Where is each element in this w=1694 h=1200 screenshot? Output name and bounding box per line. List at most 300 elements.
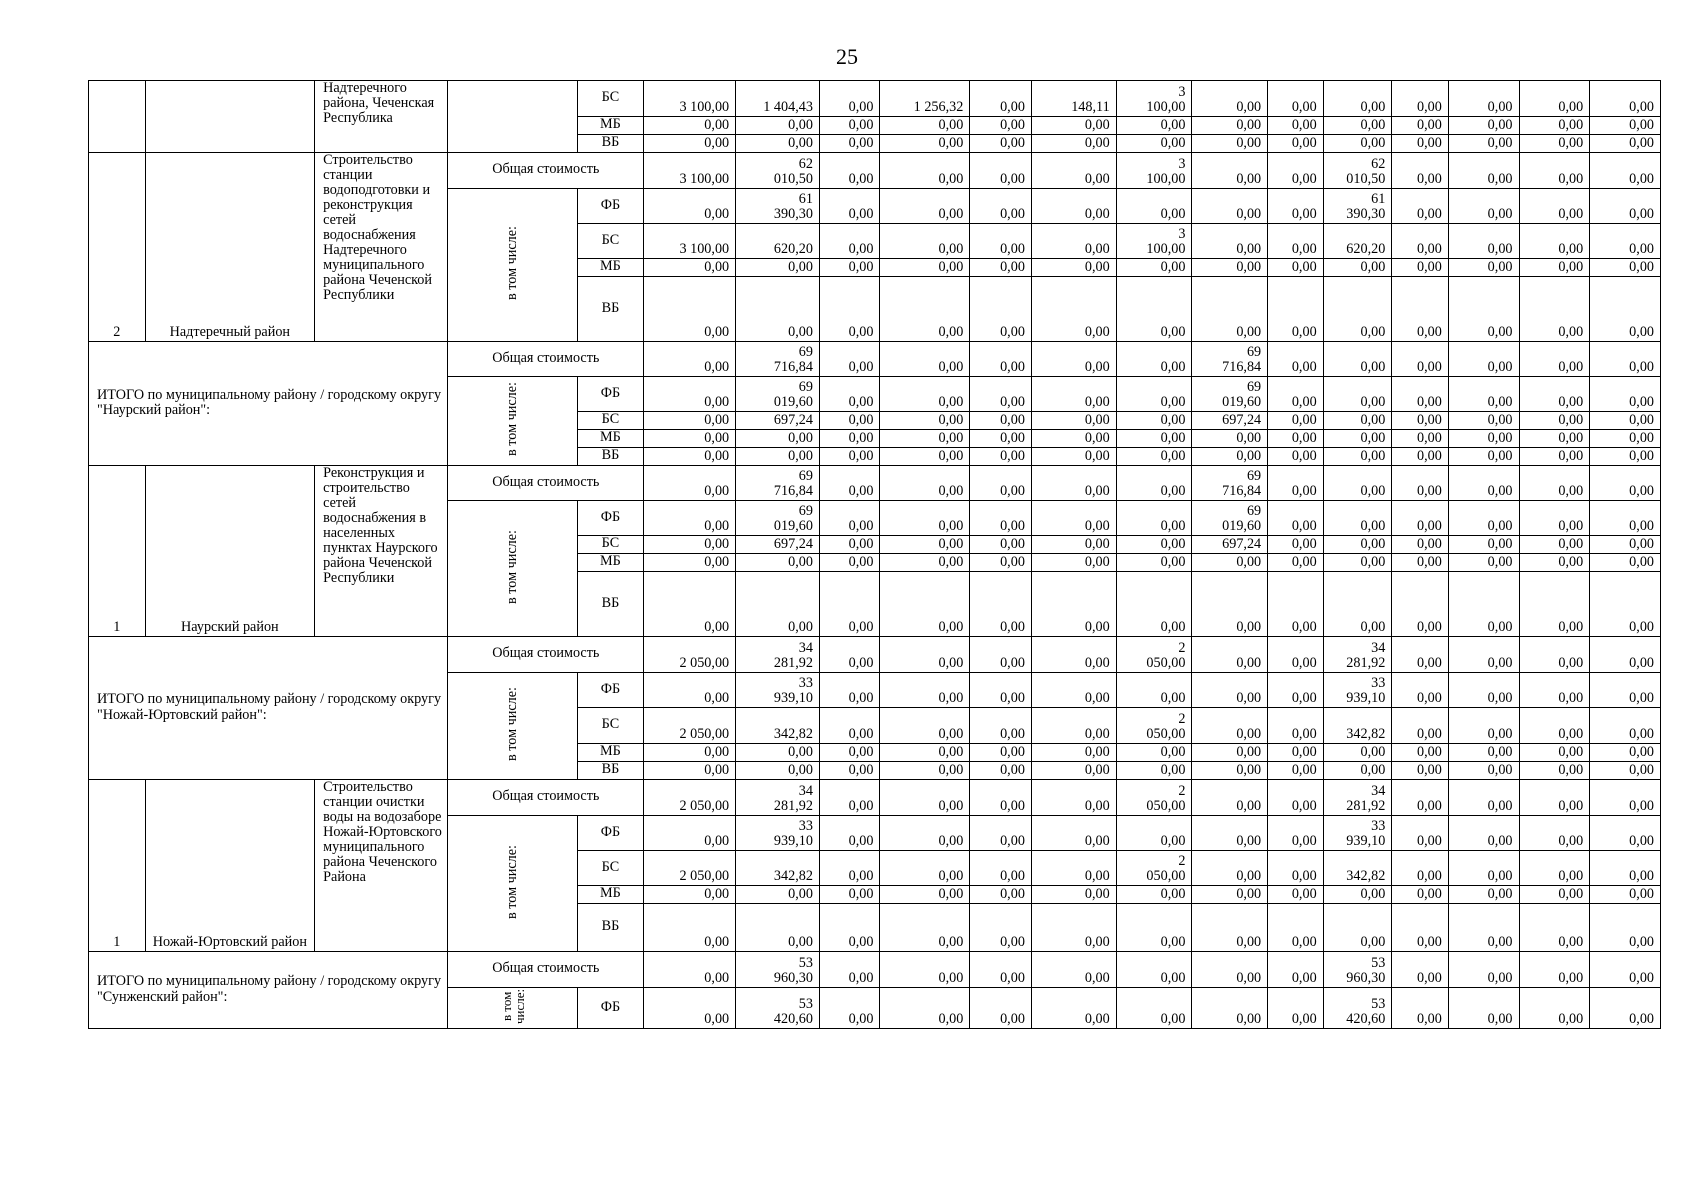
value-cell: 0,00 [1116,673,1192,708]
value-cell: 0,00 [1448,886,1519,904]
value-cell: 0,00 [1448,412,1519,430]
value-cell: 0,00 [1590,708,1661,744]
budget-table [88,80,1661,1029]
value-cell: 0,00 [1519,117,1590,135]
in-total-text: в том числе: [498,988,527,1024]
value-cell: 0,00 [1268,501,1324,536]
object-name-cell: Строительство станции водоподготовки и реконструкция сетей водоснабжения Надтеречного муниципального района Чеченской Республики [315,153,448,342]
value-cell: 0,00 [1268,816,1324,851]
funding-source-cell: ФБ [577,673,644,708]
value-cell: 0,00 [736,448,820,466]
value-cell: 0,00 [1192,572,1268,637]
funding-source-cell: ФБ [577,377,644,412]
value-cell: 0,00 [1268,135,1324,153]
funding-source-cell: МБ [577,886,644,904]
value-cell: 0,00 [970,277,1032,342]
value-cell: 69 019,60 [1192,377,1268,412]
value-cell: 1 404,43 [736,81,820,117]
value-cell: 0,00 [1590,637,1661,673]
value-cell: 0,00 [880,816,970,851]
value-cell: 0,00 [1392,224,1449,259]
value-cell: 2 050,00 [1116,637,1192,673]
value-cell: 0,00 [819,952,880,988]
value-cell: 0,00 [1116,377,1192,412]
value-cell: 0,00 [880,536,970,554]
value-cell: 0,00 [1031,430,1116,448]
value-cell: 34 281,92 [736,637,820,673]
value-cell: 0,00 [1392,572,1449,637]
value-cell: 0,00 [1192,277,1268,342]
value-cell: 0,00 [819,816,880,851]
funding-source-cell: ВБ [577,277,644,342]
value-cell: 0,00 [880,744,970,762]
value-cell: 0,00 [1116,189,1192,224]
value-cell: 0,00 [1116,762,1192,780]
value-cell: 0,00 [880,412,970,430]
value-cell: 0,00 [880,189,970,224]
value-cell: 0,00 [1519,153,1590,189]
value-cell: 0,00 [819,851,880,886]
value-cell: 0,00 [1519,277,1590,342]
value-cell: 0,00 [1519,466,1590,501]
value-cell: 0,00 [1268,904,1324,952]
value-cell: 0,00 [1116,412,1192,430]
value-cell: 342,82 [736,708,820,744]
value-cell: 0,00 [880,886,970,904]
funding-source-cell: ВБ [577,904,644,952]
value-cell: 0,00 [880,277,970,342]
value-cell: 2 050,00 [644,708,736,744]
value-cell: 0,00 [970,673,1032,708]
value-cell: 0,00 [1448,744,1519,762]
value-cell: 0,00 [970,135,1032,153]
value-cell: 0,00 [1519,430,1590,448]
in-total-vertical-label [448,816,577,952]
value-cell: 620,20 [736,224,820,259]
value-cell: 0,00 [819,762,880,780]
funding-source-cell: ВБ [577,762,644,780]
value-cell: 0,00 [1519,744,1590,762]
funding-source-cell: МБ [577,117,644,135]
in-total-text: в том числе: [503,382,520,456]
value-cell: 697,24 [736,536,820,554]
value-cell: 0,00 [970,554,1032,572]
value-cell: 0,00 [970,189,1032,224]
value-cell: 0,00 [819,224,880,259]
value-cell: 0,00 [1448,851,1519,886]
value-cell: 0,00 [1031,377,1116,412]
value-cell: 0,00 [1323,277,1392,342]
value-cell: 0,00 [880,988,970,1029]
value-cell: 0,00 [1519,377,1590,412]
value-cell: 0,00 [1116,988,1192,1029]
value-cell: 0,00 [1392,189,1449,224]
value-cell: 1 256,32 [880,81,970,117]
value-cell: 33 939,10 [1323,816,1392,851]
value-cell: 0,00 [644,342,736,377]
value-cell: 0,00 [1268,377,1324,412]
value-cell: 0,00 [819,780,880,816]
value-cell: 0,00 [1192,762,1268,780]
value-cell: 0,00 [1031,536,1116,554]
value-cell: 0,00 [1519,851,1590,886]
value-cell: 0,00 [1519,501,1590,536]
value-cell: 0,00 [1448,554,1519,572]
value-cell: 0,00 [819,81,880,117]
value-cell: 0,00 [1448,762,1519,780]
object-name-cell: Строительство станции очистки воды на водозаборе Ножай-Юртовского муниципального района Чеченского Района [315,780,448,952]
value-cell: 0,00 [1268,952,1324,988]
value-cell: 0,00 [1116,448,1192,466]
value-cell: 0,00 [1031,886,1116,904]
value-cell: 0,00 [1448,224,1519,259]
value-cell: 0,00 [736,762,820,780]
value-cell: 0,00 [1031,762,1116,780]
value-cell: 0,00 [880,135,970,153]
value-cell: 0,00 [1448,501,1519,536]
value-cell: 0,00 [1448,448,1519,466]
value-cell: 0,00 [1392,117,1449,135]
itogo-label-cell: ИТОГО по муниципальному району / городскому округу "Сунженский район": [89,952,448,1029]
value-cell: 0,00 [1590,224,1661,259]
value-cell: 0,00 [880,377,970,412]
value-cell: 0,00 [1448,673,1519,708]
value-cell: 0,00 [1323,412,1392,430]
total-cost-label: Общая стоимость [448,952,644,988]
value-cell: 0,00 [1392,816,1449,851]
value-cell: 0,00 [644,886,736,904]
value-cell: 0,00 [1590,762,1661,780]
value-cell: 0,00 [644,412,736,430]
value-cell: 0,00 [1192,780,1268,816]
value-cell: 0,00 [1519,412,1590,430]
value-cell: 0,00 [880,466,970,501]
value-cell: 0,00 [819,342,880,377]
value-cell: 0,00 [1590,501,1661,536]
value-cell: 0,00 [1448,135,1519,153]
value-cell: 3 100,00 [644,224,736,259]
value-cell: 0,00 [1192,189,1268,224]
in-total-text: в том числе: [503,226,520,300]
value-cell: 0,00 [1268,988,1324,1029]
value-cell: 0,00 [1448,780,1519,816]
value-cell: 0,00 [1448,377,1519,412]
value-cell: 0,00 [1031,988,1116,1029]
value-cell: 0,00 [1268,430,1324,448]
value-cell: 0,00 [1031,135,1116,153]
value-cell: 0,00 [1192,637,1268,673]
value-cell: 0,00 [644,117,736,135]
value-cell: 0,00 [1590,816,1661,851]
value-cell: 0,00 [880,259,970,277]
value-cell: 0,00 [1031,259,1116,277]
value-cell: 0,00 [1192,816,1268,851]
value-cell: 0,00 [644,572,736,637]
value-cell: 0,00 [1519,780,1590,816]
value-cell: 0,00 [1192,744,1268,762]
value-cell: 0,00 [1519,952,1590,988]
value-cell: 0,00 [1031,412,1116,430]
value-cell: 0,00 [1392,81,1449,117]
value-cell: 0,00 [1031,708,1116,744]
value-cell: 0,00 [1031,153,1116,189]
in-total-vertical-label [448,673,577,780]
value-cell: 0,00 [1116,135,1192,153]
value-cell: 0,00 [1392,377,1449,412]
value-cell: 0,00 [1590,466,1661,501]
value-cell: 0,00 [1519,673,1590,708]
value-cell: 0,00 [970,224,1032,259]
value-cell: 0,00 [880,153,970,189]
value-cell: 0,00 [1268,224,1324,259]
value-cell: 0,00 [880,501,970,536]
value-cell: 0,00 [1392,708,1449,744]
value-cell: 0,00 [1590,851,1661,886]
value-cell: 0,00 [644,988,736,1029]
value-cell: 0,00 [1448,536,1519,554]
funding-source-cell: БС [577,412,644,430]
value-cell: 0,00 [819,904,880,952]
itogo-label-cell: ИТОГО по муниципальному району / городскому округу "Наурский район": [89,342,448,466]
value-cell: 0,00 [970,377,1032,412]
value-cell: 0,00 [1192,430,1268,448]
value-cell: 0,00 [1448,988,1519,1029]
in-total-text: в том числе: [503,844,520,919]
value-cell: 0,00 [1590,904,1661,952]
value-cell: 2 050,00 [1116,708,1192,744]
value-cell: 0,00 [1323,554,1392,572]
table-row [89,637,1661,673]
value-cell: 0,00 [736,277,820,342]
funding-source-cell: МБ [577,430,644,448]
value-cell: 0,00 [1392,554,1449,572]
value-cell: 0,00 [819,430,880,448]
value-cell: 0,00 [1323,342,1392,377]
value-cell: 0,00 [1323,536,1392,554]
value-cell: 0,00 [819,412,880,430]
value-cell: 0,00 [1323,259,1392,277]
value-cell: 0,00 [1519,554,1590,572]
object-name-cell: Надтеречного района, Чеченская Республика [315,81,448,153]
value-cell: 0,00 [736,554,820,572]
value-cell: 34 281,92 [1323,780,1392,816]
value-cell: 0,00 [1192,224,1268,259]
value-cell: 0,00 [644,762,736,780]
value-cell: 0,00 [644,744,736,762]
value-cell: 0,00 [1448,277,1519,342]
row-number-cell: 1 [89,466,146,637]
value-cell: 0,00 [644,259,736,277]
value-cell: 0,00 [1448,466,1519,501]
value-cell: 0,00 [1590,886,1661,904]
value-cell: 0,00 [1116,430,1192,448]
value-cell: 0,00 [880,572,970,637]
value-cell: 0,00 [1031,189,1116,224]
value-cell: 0,00 [1268,342,1324,377]
value-cell: 0,00 [1031,554,1116,572]
value-cell: 0,00 [1192,952,1268,988]
value-cell: 0,00 [1392,277,1449,342]
value-cell: 0,00 [970,153,1032,189]
value-cell: 0,00 [1031,780,1116,816]
value-cell: 0,00 [880,117,970,135]
value-cell: 0,00 [1448,904,1519,952]
value-cell: 0,00 [1268,189,1324,224]
value-cell: 33 939,10 [1323,673,1392,708]
value-cell: 3 100,00 [644,153,736,189]
value-cell: 0,00 [1116,904,1192,952]
value-cell: 0,00 [1268,466,1324,501]
value-cell: 61 390,30 [1323,189,1392,224]
funding-source-cell: ВБ [577,135,644,153]
value-cell: 0,00 [819,153,880,189]
value-cell: 0,00 [1392,501,1449,536]
value-cell: 0,00 [1268,780,1324,816]
value-cell: 0,00 [970,637,1032,673]
total-cost-label: Общая стоимость [448,342,644,377]
value-cell: 0,00 [644,952,736,988]
value-cell: 0,00 [644,501,736,536]
value-cell: 0,00 [819,377,880,412]
value-cell: 0,00 [1192,708,1268,744]
value-cell: 0,00 [644,448,736,466]
value-cell: 0,00 [1392,904,1449,952]
row-number-cell: 1 [89,780,146,952]
value-cell: 0,00 [1268,708,1324,744]
value-cell: 0,00 [1268,637,1324,673]
value-cell: 0,00 [1116,572,1192,637]
value-cell: 0,00 [1031,744,1116,762]
value-cell: 0,00 [970,412,1032,430]
value-cell: 148,11 [1031,81,1116,117]
value-cell: 0,00 [1392,536,1449,554]
value-cell: 0,00 [1392,430,1449,448]
value-cell: 0,00 [1192,448,1268,466]
value-cell: 34 281,92 [1323,637,1392,673]
value-cell: 0,00 [880,952,970,988]
value-cell: 0,00 [970,816,1032,851]
value-cell: 34 281,92 [736,780,820,816]
value-cell: 0,00 [1323,448,1392,466]
value-cell: 0,00 [1323,135,1392,153]
value-cell: 0,00 [1590,342,1661,377]
table-body [89,81,1661,1029]
value-cell: 0,00 [1590,536,1661,554]
in-total-vertical-label [448,377,577,466]
value-cell: 0,00 [1392,259,1449,277]
value-cell: 0,00 [644,904,736,952]
value-cell: 2 050,00 [644,637,736,673]
value-cell: 0,00 [1448,708,1519,744]
value-cell: 0,00 [1590,117,1661,135]
value-cell: 0,00 [819,277,880,342]
object-name-cell: Реконструкция и строительство сетей водоснабжения в населенных пунктах Наурского района Чеченской Республики [315,466,448,637]
cost-type-cell [448,81,577,153]
funding-source-cell: ВБ [577,448,644,466]
total-cost-label: Общая стоимость [448,153,644,189]
in-total-vertical-label [448,189,577,342]
value-cell: 0,00 [644,277,736,342]
value-cell: 0,00 [1519,708,1590,744]
value-cell: 0,00 [1448,572,1519,637]
funding-source-cell: БС [577,708,644,744]
value-cell: 0,00 [970,342,1032,377]
value-cell: 0,00 [819,117,880,135]
value-cell: 0,00 [970,81,1032,117]
value-cell: 0,00 [970,886,1032,904]
value-cell: 0,00 [1323,466,1392,501]
value-cell: 0,00 [1031,117,1116,135]
value-cell: 0,00 [1448,816,1519,851]
value-cell: 3 100,00 [1116,224,1192,259]
value-cell: 0,00 [736,886,820,904]
value-cell: 0,00 [1392,153,1449,189]
value-cell: 0,00 [1031,572,1116,637]
value-cell: 0,00 [736,430,820,448]
value-cell: 0,00 [880,708,970,744]
value-cell: 0,00 [1192,886,1268,904]
value-cell: 0,00 [819,708,880,744]
value-cell: 0,00 [1116,886,1192,904]
value-cell: 0,00 [1323,886,1392,904]
value-cell: 0,00 [1590,952,1661,988]
value-cell: 69 716,84 [736,342,820,377]
value-cell: 0,00 [1116,816,1192,851]
value-cell: 0,00 [1392,448,1449,466]
value-cell: 0,00 [1116,117,1192,135]
value-cell: 0,00 [970,117,1032,135]
value-cell: 0,00 [1392,886,1449,904]
value-cell: 0,00 [1590,988,1661,1029]
value-cell: 0,00 [819,448,880,466]
value-cell: 69 019,60 [736,377,820,412]
value-cell: 0,00 [1519,886,1590,904]
value-cell: 0,00 [736,744,820,762]
value-cell: 0,00 [1116,342,1192,377]
value-cell: 0,00 [819,554,880,572]
value-cell: 0,00 [1268,886,1324,904]
value-cell: 0,00 [1448,430,1519,448]
value-cell: 0,00 [970,466,1032,501]
value-cell: 0,00 [1031,224,1116,259]
value-cell: 53 960,30 [736,952,820,988]
value-cell: 0,00 [880,448,970,466]
value-cell: 0,00 [880,554,970,572]
value-cell: 0,00 [1116,536,1192,554]
value-cell: 0,00 [1590,135,1661,153]
value-cell: 0,00 [1323,572,1392,637]
funding-source-cell: МБ [577,744,644,762]
value-cell: 0,00 [1192,259,1268,277]
value-cell: 0,00 [1031,816,1116,851]
value-cell: 62 010,50 [736,153,820,189]
value-cell: 620,20 [1323,224,1392,259]
value-cell: 0,00 [1590,744,1661,762]
value-cell: 0,00 [1590,189,1661,224]
value-cell: 0,00 [1448,153,1519,189]
value-cell: 0,00 [1448,952,1519,988]
value-cell: 0,00 [1268,412,1324,430]
value-cell: 0,00 [1519,81,1590,117]
value-cell: 0,00 [1116,952,1192,988]
value-cell: 0,00 [1031,277,1116,342]
value-cell: 0,00 [970,448,1032,466]
municipality-cell: Надтеречный район [145,153,315,342]
value-cell: 0,00 [1448,342,1519,377]
value-cell: 0,00 [1192,904,1268,952]
value-cell: 0,00 [1268,448,1324,466]
funding-source-cell: БС [577,81,644,117]
